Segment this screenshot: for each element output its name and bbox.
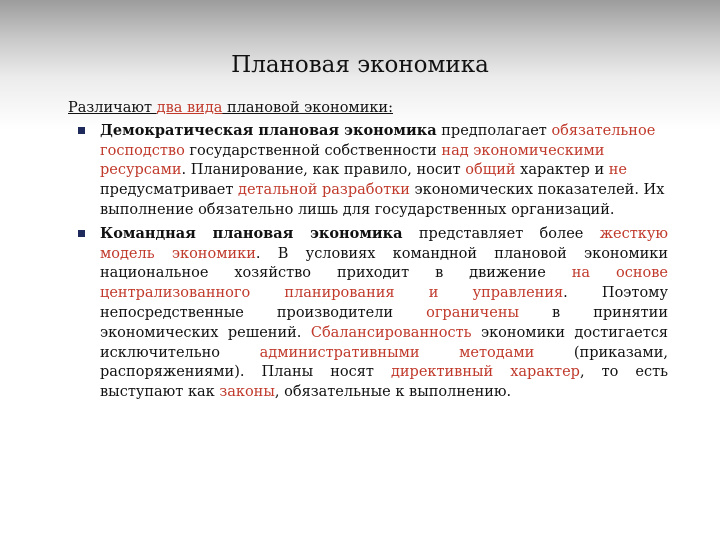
slide-title: Плановая экономика [231,52,489,78]
bullet-text: представляет более [402,225,600,242]
bullet-text: предусматривает [100,182,239,199]
highlighted-text: ограничены [426,304,520,321]
bullet-term: Демократическая плановая экономика [100,121,437,139]
square-bullet-icon [78,127,85,134]
square-bullet-icon [78,230,85,237]
bullet-text: , обязательные к выполнению. [274,384,512,401]
bullet-text: государственной собственности [184,142,442,159]
highlighted-text: законы [219,384,275,401]
bullet-text: , то есть выступают как [100,364,668,401]
highlighted-text: обязательное господство [100,122,656,159]
bullet-text: в принятии экономических решений. [100,304,668,341]
highlighted-text: Сбалансированность [310,324,472,341]
highlighted-text: не [608,162,628,179]
bullet-text: (приказами, распоряжениями). Планы носят [100,344,668,381]
highlighted-text: административными методами [259,344,535,361]
intro-suffix: плановой экономики: [222,100,393,116]
intro-prefix: Различают [68,100,157,116]
highlighted-text: жесткую модель экономики [100,225,668,262]
bullet-item [68,224,668,403]
highlighted-text: детальной разработки [238,182,410,199]
bullet-text: предполагает [436,122,552,139]
bullet-text: . Планирование, как правило, носит [181,162,466,179]
highlighted-text: над экономическими ресурсами [100,142,605,179]
highlighted-text: директивный характер [390,364,580,381]
slide-body [68,99,668,406]
bullet-text: экономики достигается исключительно [100,324,668,361]
bullet-list [68,121,668,403]
bullet-item [68,121,668,221]
intro-highlight: два вида [156,100,223,116]
bullet-text: . В условиях командной плановой экономики национальное хозяйство приходит в движение [100,245,669,282]
highlighted-text: общий [465,162,516,179]
bullet-term: Командная плановая экономика [100,224,403,242]
bullet-text: . Поэтому непосредственные производители [100,285,668,321]
highlighted-text: на основе централизованного планирования и управления [100,265,668,302]
bullet-text: экономических показателей. Их выполнение обязательно лишь для государственных организаций. [100,182,665,218]
bullet-text: характер и [515,162,609,179]
intro-line [68,99,668,119]
